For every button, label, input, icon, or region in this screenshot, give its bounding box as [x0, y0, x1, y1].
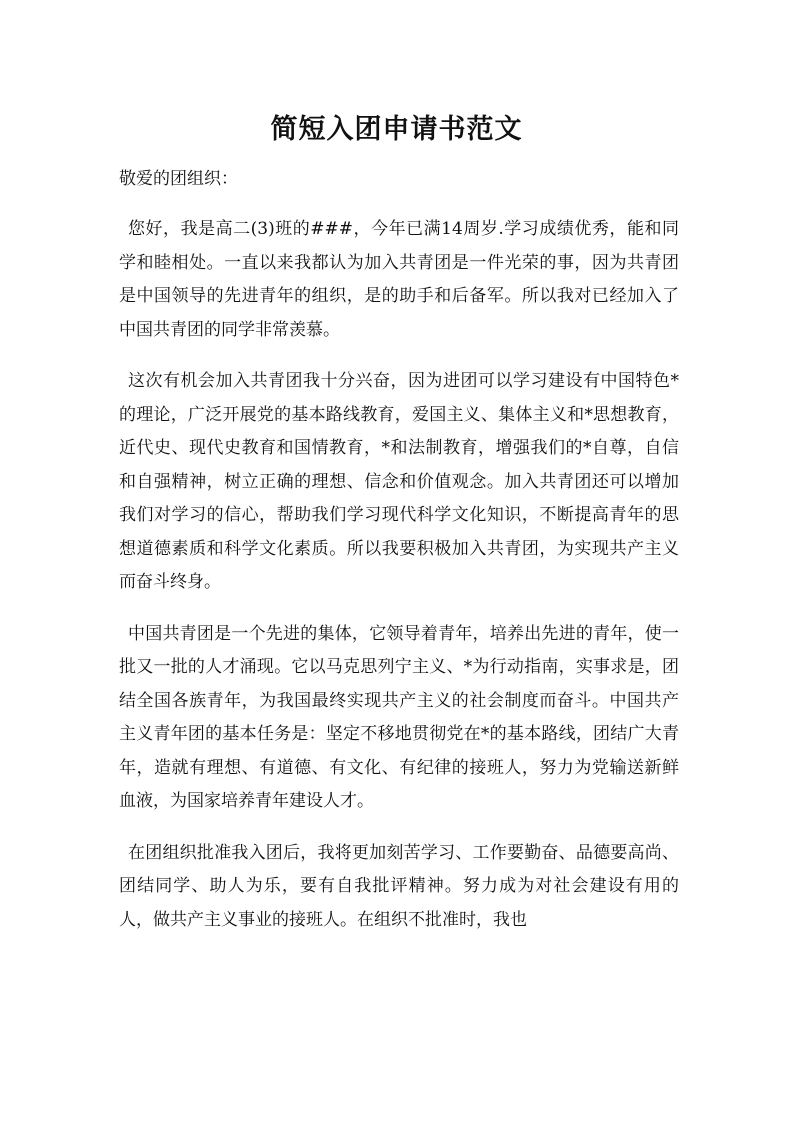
- document-body: [119, 163, 679, 937]
- paragraph-2: 这次有机会加入共青团我十分兴奋，因为进团可以学习建设有中国特色*的理论，广泛开展党的基本路线教育，爱国主义、集体主义和*思想教育，近代史、现代史教育和国情教育，*和法制教育，增强我们的*自尊，自信和自强精神，树立正确的理想、信念和价值观念。加入共青团还可以增加我们对学习的信心，帮助我们学习现代科学文化知识，不断提高青年的思想道德素质和科学文化素质。所以我要积极加入共青团，为实现共产主义而奋斗终身。: [119, 371, 679, 592]
- paragraph-4: 在团组织批准我入团后，我将更加刻苦学习、工作要勤奋、品德要高尚、团结同学、助人为乐，要有自我批评精神。努力成为对社会建设有用的人，做共产主义事业的接班人。在组织不批准时，我也: [119, 842, 679, 930]
- salutation: 敬爱的团组织：: [119, 169, 238, 189]
- paragraph-1: 您好，我是高二(3)班的###，今年已满14周岁.学习成绩优秀，能和同学和睦相处。一直以来我都认为加入共青团是一件光荣的事，因为共青团是中国领导的先进青年的组织，是的助手和后备军。所以我对已经加入了中国共青团的同学非常羡慕。: [119, 219, 679, 340]
- document-title: 简短入团申请书范文: [270, 114, 523, 146]
- paragraph-3: 中国共青团是一个先进的集体，它领导着青年，培养出先进的青年，使一批又一批的人才涌现。它以马克思列宁主义、*为行动指南，实事求是，团结全国各族青年，为我国最终实现共产主义的社会制度而奋斗。中国共产主义青年团的基本任务是：坚定不移地贯彻党在*的基本路线，团结广大青年，造就有理想、有道德、有文化、有纪律的接班人，努力为党输送新鲜血液，为国家培养青年建设人才。: [119, 623, 679, 811]
